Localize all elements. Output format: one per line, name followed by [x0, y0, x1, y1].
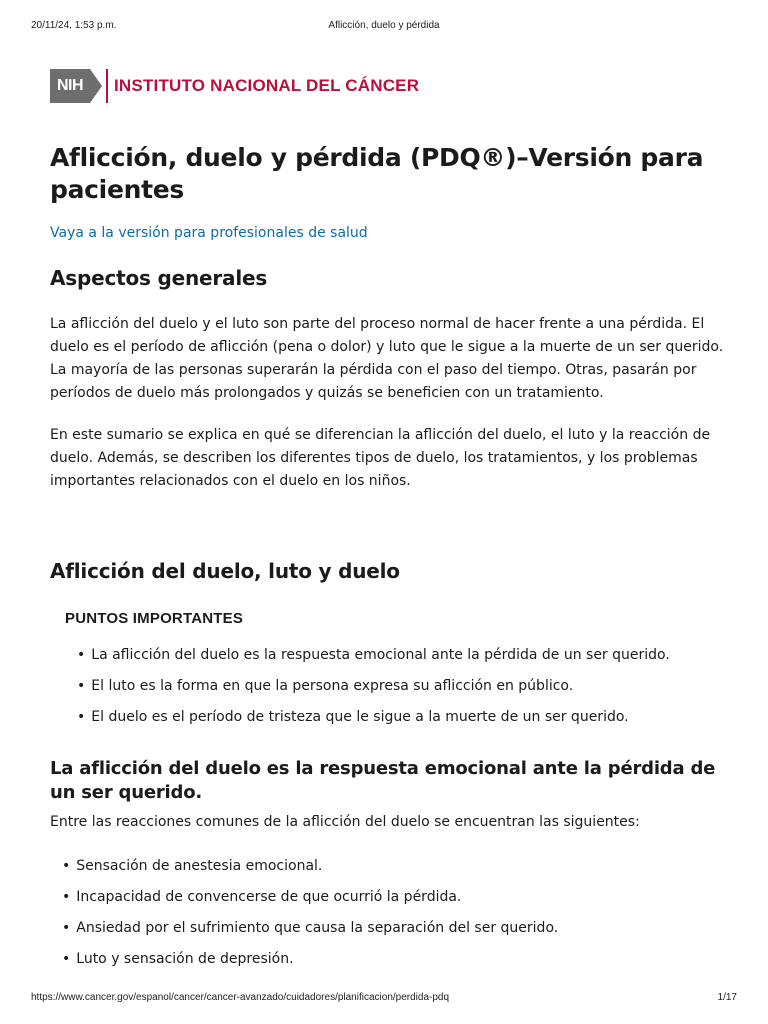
subsection-heading: La aflicción del duelo es la respuesta emocional ante la pérdida de un ser querido. — [50, 758, 716, 803]
professional-version-link[interactable]: Vaya a la versión para profesionales de salud — [50, 225, 368, 241]
section-heading-duelo: Aflicción del duelo, luto y duelo — [50, 559, 400, 583]
nih-arrow-shape — [90, 69, 102, 103]
print-datetime: 20/11/24, 1:53 p.m. — [31, 20, 117, 31]
print-url: https://www.cancer.gov/espanol/cancer/cancer-avanzado/cuidadores/planificacion/perdida-pdq — [31, 992, 450, 1003]
nih-logo-icon: NIH — [50, 69, 90, 103]
list-item: • El luto es la forma en que la persona expresa su aflicción en público. — [77, 676, 730, 696]
list-item: • Incapacidad de convencerse de que ocurrió la pérdida. — [62, 887, 730, 907]
print-footer — [0, 992, 768, 1006]
general-paragraph-1: La aflicción del duelo y el luto son parte del proceso normal de hacer frente a una pérdida. El duelo es el período de aflicción (pena o dolor) y luto que le sigue a la muerte de un ser querido. La mayoría de las personas superarán la pérdida con el paso del tiempo. Otras, pasarán por períodos de duelo más prolongados y quizás se beneficien con un tratamiento. — [50, 316, 724, 401]
logo-divider — [106, 69, 108, 103]
nci-logo[interactable] — [50, 66, 730, 106]
list-item: • Ansiedad por el sufrimiento que causa la separación del ser querido. — [62, 918, 730, 938]
print-title: Aflicción, duelo y pérdida — [328, 20, 440, 31]
general-paragraph-2: En este sumario se explica en qué se diferencian la aflicción del duelo, el luto y la reacción de duelo. Además, se describen los diferentes tipos de duelo, los tratamientos, y los problemas importantes relacionados con el duelo en los niños. — [50, 427, 711, 489]
list-item: • Sensación de anestesia emocional. — [62, 856, 730, 876]
key-points-title: PUNTOS IMPORTANTES — [65, 610, 244, 627]
institute-name: INSTITUTO NACIONAL DEL CÁNCER — [114, 76, 420, 95]
reactions-intro: Entre las reacciones comunes de la aflicción del duelo se encuentran las siguientes: — [50, 814, 640, 830]
main-content — [50, 66, 730, 980]
list-item: • El duelo es el período de tristeza que le sigue a la muerte de un ser querido. — [77, 707, 730, 727]
print-header — [0, 20, 768, 34]
page-number: 1/17 — [717, 992, 737, 1003]
reactions-list — [62, 856, 730, 969]
section-heading-general: Aspectos generales — [50, 266, 268, 290]
list-item: • La aflicción del duelo es la respuesta emocional ante la pérdida de un ser querido. — [77, 645, 730, 665]
key-points-list — [77, 645, 730, 727]
page-title: Aflicción, duelo y pérdida (PDQ®)–Versión para pacientes — [50, 143, 704, 204]
list-item: • Luto y sensación de depresión. — [62, 949, 730, 969]
